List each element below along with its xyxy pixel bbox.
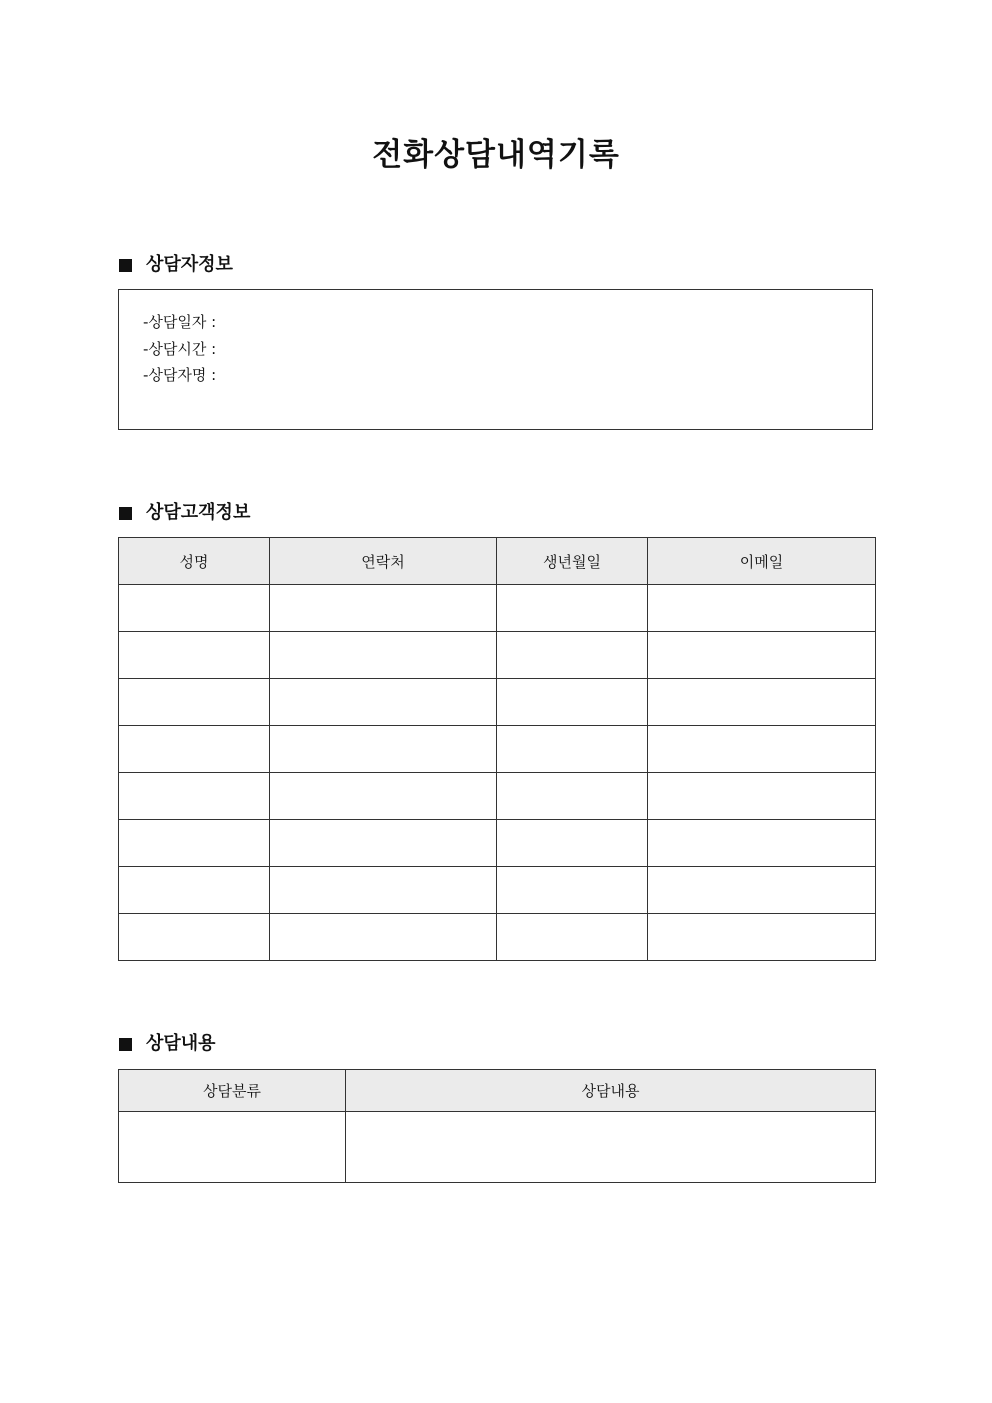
section-heading-consultation-content: [119, 1032, 216, 1056]
consult-time-line[interactable]: -상담시간 :: [143, 339, 217, 358]
table-row: [119, 1112, 876, 1183]
table-header-row: [119, 538, 876, 585]
birthdate-cell[interactable]: [497, 773, 648, 820]
contact-cell[interactable]: [270, 914, 497, 961]
table-row: [119, 914, 876, 961]
birthdate-cell[interactable]: [497, 867, 648, 914]
contact-cell[interactable]: [270, 585, 497, 632]
birthdate-cell[interactable]: [497, 914, 648, 961]
email-cell[interactable]: [648, 867, 876, 914]
birthdate-cell[interactable]: [497, 820, 648, 867]
contact-cell[interactable]: [270, 820, 497, 867]
table-row: [119, 726, 876, 773]
birthdate-cell[interactable]: [497, 585, 648, 632]
column-header-email: 이메일: [648, 538, 876, 585]
section-heading-label: 상담자정보: [146, 254, 233, 275]
email-cell[interactable]: [648, 726, 876, 773]
contact-cell[interactable]: [270, 867, 497, 914]
customer-info-table: [118, 537, 876, 961]
square-bullet-icon: [119, 507, 132, 520]
table-row: [119, 679, 876, 726]
table-row: [119, 632, 876, 679]
email-cell[interactable]: [648, 820, 876, 867]
contact-cell[interactable]: [270, 773, 497, 820]
email-cell[interactable]: [648, 914, 876, 961]
content-cell[interactable]: [346, 1112, 876, 1183]
name-cell[interactable]: [119, 867, 270, 914]
section-heading-label: 상담고객정보: [146, 502, 251, 523]
square-bullet-icon: [119, 1038, 132, 1051]
table-row: [119, 773, 876, 820]
birthdate-cell[interactable]: [497, 632, 648, 679]
consultation-content-table: [118, 1069, 876, 1183]
table-row: [119, 867, 876, 914]
column-header-name: 성명: [119, 538, 270, 585]
column-header-contact: 연락처: [270, 538, 497, 585]
name-cell[interactable]: [119, 773, 270, 820]
column-header-category: 상담분류: [119, 1070, 346, 1112]
consultant-name-line[interactable]: -상담자명 :: [143, 366, 217, 384]
column-header-birthdate: 생년월일: [497, 538, 648, 585]
birthdate-cell[interactable]: [497, 679, 648, 726]
table-row: [119, 585, 876, 632]
email-cell[interactable]: [648, 679, 876, 726]
contact-cell[interactable]: [270, 632, 497, 679]
name-cell[interactable]: [119, 820, 270, 867]
name-cell[interactable]: [119, 585, 270, 632]
email-cell[interactable]: [648, 585, 876, 632]
name-cell[interactable]: [119, 726, 270, 773]
document-title: 전화상담내역기록: [372, 137, 620, 173]
name-cell[interactable]: [119, 914, 270, 961]
category-cell[interactable]: [119, 1112, 346, 1183]
section-heading-consultant-info: [119, 253, 233, 277]
section-heading-label: 상담내용: [146, 1033, 216, 1054]
customer-table-body: [119, 585, 876, 961]
square-bullet-icon: [119, 259, 132, 272]
table-header-row: [119, 1070, 876, 1112]
column-header-content: 상담내용: [346, 1070, 876, 1112]
birthdate-cell[interactable]: [497, 726, 648, 773]
contact-cell[interactable]: [270, 679, 497, 726]
email-cell[interactable]: [648, 632, 876, 679]
name-cell[interactable]: [119, 632, 270, 679]
name-cell[interactable]: [119, 679, 270, 726]
email-cell[interactable]: [648, 773, 876, 820]
content-table-body: [119, 1112, 876, 1183]
consultant-info-box: [118, 289, 873, 430]
consult-date-line[interactable]: -상담일자 :: [143, 313, 217, 331]
section-heading-customer-info: [119, 501, 250, 525]
table-row: [119, 820, 876, 867]
contact-cell[interactable]: [270, 726, 497, 773]
